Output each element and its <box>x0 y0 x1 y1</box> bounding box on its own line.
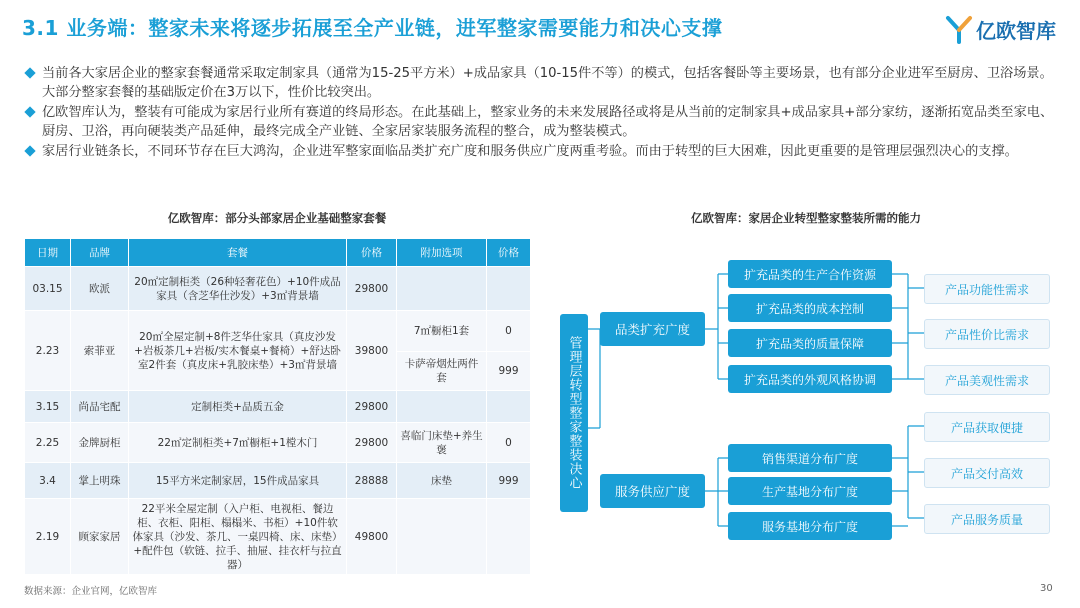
package-table <box>24 238 531 575</box>
category-label: 服务供应广度 <box>614 484 690 499</box>
diamond-icon <box>24 67 35 78</box>
outcome-label: 产品性价比需求 <box>944 327 1029 342</box>
bullet-text: 家居行业链条长，不同环节存在巨大鸿沟，企业进军整家面临品类扩充广度和服务供应广度两重考验。而由于转型的巨大困难，因此更重要的是管理层强烈决心的支撑。 <box>42 144 1018 159</box>
cell-option <box>397 391 487 423</box>
table-row <box>25 499 531 575</box>
capability-label: 生产基地分布广度 <box>761 484 858 499</box>
cell-brand: 金牌厨柜 <box>71 423 129 463</box>
column-header: 套餐 <box>129 239 347 267</box>
column-header: 品牌 <box>71 239 129 267</box>
cell-price: 39800 <box>347 311 397 391</box>
table-caption: 亿欧智库：部分头部家居企业基础整家套餐 <box>167 211 387 225</box>
root-box <box>560 314 588 512</box>
outcome-box <box>924 458 1050 488</box>
table-row <box>25 423 531 463</box>
cell-package: 22平米全屋定制（入户柜、电视柜、餐边柜、衣柜、阳柜、榻榻米、书柜）+10件软体家具（沙发、茶几、一桌四椅、床、床垫）+配件包（软链、拉手、抽屉、挂衣杆与拉直器） <box>129 499 347 575</box>
option-price-text: 999 <box>498 365 519 377</box>
logo-icon <box>944 14 974 44</box>
cell-option-price: 0 <box>487 423 531 463</box>
table-header-row <box>25 239 531 267</box>
capability-label: 扩充品类的成本控制 <box>755 301 864 316</box>
cell-package: 15平方米定制家居，15件成品家具 <box>129 463 347 499</box>
logo <box>944 14 1056 44</box>
outcome-label: 产品获取便捷 <box>950 420 1023 435</box>
capability-item <box>728 294 892 322</box>
capability-label: 扩充品类的外观风格协调 <box>743 372 876 387</box>
category-box <box>600 312 705 346</box>
capability-label: 销售渠道分布广度 <box>761 451 858 466</box>
cell-date: 3.4 <box>25 463 71 499</box>
outcome-box <box>924 412 1050 442</box>
table-row <box>25 311 531 391</box>
cell-option-price <box>487 391 531 423</box>
outcome-box <box>924 319 1050 349</box>
table-row <box>25 463 531 499</box>
capability-item <box>728 512 892 540</box>
outcome-label: 产品功能性需求 <box>944 282 1029 297</box>
bullet-item <box>24 142 1064 161</box>
column-header: 价格 <box>487 239 531 267</box>
cell-date: 2.23 <box>25 311 71 391</box>
cell-option <box>397 311 487 391</box>
cell-price: 49800 <box>347 499 397 575</box>
capability-item <box>728 477 892 505</box>
cell-package: 定制柜类+品质五金 <box>129 391 347 423</box>
table-row <box>25 267 531 311</box>
cell-date: 3.15 <box>25 391 71 423</box>
cell-option-price: 999 <box>487 463 531 499</box>
cell-date: 2.19 <box>25 499 71 575</box>
cell-price: 29800 <box>347 267 397 311</box>
diamond-icon <box>24 145 35 156</box>
bullet-text: 亿欧智库认为，整装有可能成为家居行业所有赛道的终局形态。在此基础上，整家业务的未来发展路径或将是从当前的定制家具+成品家具+部分家纺，逐渐拓宽品类至家电、厨房、卫浴，再向硬装类产品延伸，最终完成全产业链、全家居家装服务流程的整合，成为整装模式。 <box>42 105 1054 139</box>
outcome-box <box>924 504 1050 534</box>
category-label: 品类扩充广度 <box>614 322 690 337</box>
cell-option-price <box>487 267 531 311</box>
bullet-item <box>24 64 1064 102</box>
capability-label: 扩充品类的质量保障 <box>755 336 864 351</box>
capability-label: 服务基地分布广度 <box>761 519 858 534</box>
table-row <box>25 391 531 423</box>
diagram-caption: 亿欧智库：家居企业转型整家整装所需的能力 <box>691 211 921 225</box>
bullet-text: 当前各大家居企业的整家套餐通常采取定制家具（通常为15-25平方米）+成品家具（10-15件不等）的模式，包括客餐卧等主要场景，也有部分企业进军至厨房、卫浴场景。大部分整家套餐的基础版定价在3万以下，性价比较突出。 <box>42 66 1053 100</box>
cell-brand: 尚品宅配 <box>71 391 129 423</box>
cell-price: 29800 <box>347 391 397 423</box>
diamond-icon <box>24 106 35 117</box>
capability-item <box>728 260 892 288</box>
outcome-box <box>924 365 1050 395</box>
cell-option: 床垫 <box>397 463 487 499</box>
capability-diagram <box>556 248 1056 558</box>
page-title: 3.1 业务端：整家未来将逐步拓展至全产业链，进军整家需要能力和决心支撑 <box>22 16 723 40</box>
option-text: 7㎡橱柜1套 <box>397 311 486 352</box>
capability-item <box>728 329 892 357</box>
root-label: 管理层转型整家整装决心 <box>566 336 582 490</box>
cell-date: 03.15 <box>25 267 71 311</box>
capability-label: 扩充品类的生产合作资源 <box>743 267 876 282</box>
outcome-box <box>924 274 1050 304</box>
page-number: 30 <box>1040 583 1053 594</box>
logo-text: 亿欧智库 <box>976 18 1056 43</box>
column-header: 价格 <box>347 239 397 267</box>
cell-package: 20㎡定制柜类（26种轻奢花色）+10件成品家具（含芝华仕沙发）+3㎡背景墙 <box>129 267 347 311</box>
bullet-item <box>24 103 1064 141</box>
outcome-label: 产品服务质量 <box>950 512 1023 527</box>
cell-option-price <box>487 311 531 391</box>
cell-date: 2.25 <box>25 423 71 463</box>
cell-package: 22㎡定制柜类+7㎡橱柜+1樘木门 <box>129 423 347 463</box>
capability-item <box>728 444 892 472</box>
column-header: 附加选项 <box>397 239 487 267</box>
source-note: 数据来源：企业官网，亿欧智库 <box>24 586 158 597</box>
cell-option-price <box>487 499 531 575</box>
cell-brand: 索菲亚 <box>71 311 129 391</box>
option-price-text: 0 <box>487 311 530 352</box>
outcome-label: 产品美观性需求 <box>944 373 1029 388</box>
cell-price: 29800 <box>347 423 397 463</box>
cell-option <box>397 267 487 311</box>
column-header: 日期 <box>25 239 71 267</box>
cell-brand: 顾家家居 <box>71 499 129 575</box>
cell-brand: 掌上明珠 <box>71 463 129 499</box>
cell-price: 28888 <box>347 463 397 499</box>
option-text: 卡萨帝烟灶两件套 <box>404 358 479 384</box>
bullet-list <box>24 64 1064 162</box>
cell-brand: 欧派 <box>71 267 129 311</box>
outcome-label: 产品交付高效 <box>950 466 1023 481</box>
cell-package: 20㎡全屋定制+8件芝华仕家具（真皮沙发+岩板茶几+岩板/实木餐桌+餐椅）+舒达卧室2件套（真皮床+乳胶床垫）+3㎡背景墙 <box>129 311 347 391</box>
cell-option: 喜临门床垫+养生褒 <box>397 423 487 463</box>
cell-option <box>397 499 487 575</box>
capability-item <box>728 365 892 393</box>
category-box <box>600 474 705 508</box>
